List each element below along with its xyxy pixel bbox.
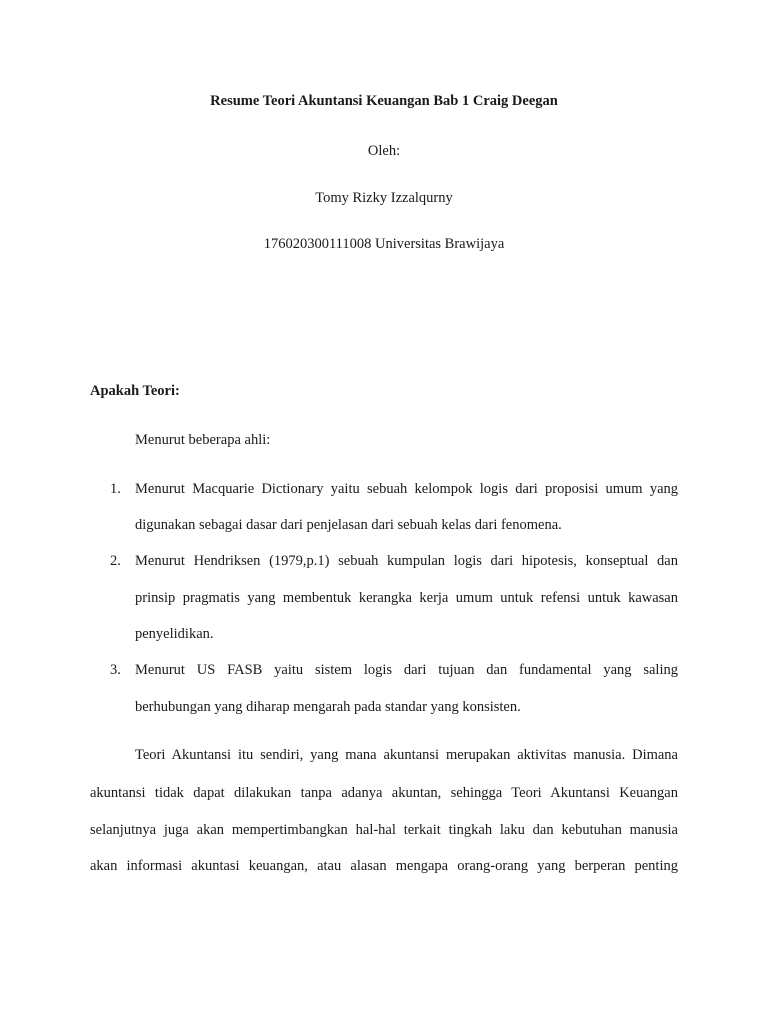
section-intro: Menurut beberapa ahli: <box>135 432 271 448</box>
list-item-line: Menurut Macquarie Dictionary yaitu sebuah kelompok logis dari proposisi umum yang <box>135 481 678 497</box>
paragraph-line: Teori Akuntansi itu sendiri, yang mana akuntansi merupakan aktivitas manusia. Dimana <box>135 747 678 763</box>
list-item-line: berhubungan yang diharap mengarah pada standar yang konsisten. <box>135 699 521 715</box>
byline-label: Oleh: <box>367 143 401 159</box>
list-item-line: prinsip pragmatis yang membentuk kerangka kerja umum untuk refensi untuk kawasan <box>135 590 678 606</box>
paragraph-line: akuntansi tidak dapat dilakukan tanpa adanya akuntan, sehingga Teori Akuntansi Keuangan <box>90 785 678 801</box>
section-heading: Apakah Teori: <box>90 383 180 399</box>
author-name: Tomy Rizky Izzalqurny <box>315 190 453 206</box>
list-item-line: Menurut US FASB yaitu sistem logis dari tujuan dan fundamental yang saling <box>135 662 678 678</box>
list-item-number: 3. <box>110 662 121 678</box>
list-item-line: Menurut Hendriksen (1979,p.1) sebuah kumpulan logis dari hipotesis, konseptual dan <box>135 553 678 569</box>
paragraph-line: akan informasi akuntasi keuangan, atau alasan mengapa orang-orang yang berperan penting <box>90 858 678 874</box>
author-affiliation: 176020300111008 Universitas Brawijaya <box>263 236 505 252</box>
list-item-number: 1. <box>110 481 121 497</box>
list-item-number: 2. <box>110 553 121 569</box>
list-item-line: penyelidikan. <box>135 626 214 642</box>
document-title: Resume Teori Akuntansi Keuangan Bab 1 Craig Deegan <box>210 93 558 109</box>
paragraph-line: selanjutnya juga akan mempertimbangkan hal-hal terkait tingkah laku dan kebutuhan manusia <box>90 822 678 838</box>
list-item-line: digunakan sebagai dasar dari penjelasan dari sebuah kelas dari fenomena. <box>135 517 562 533</box>
